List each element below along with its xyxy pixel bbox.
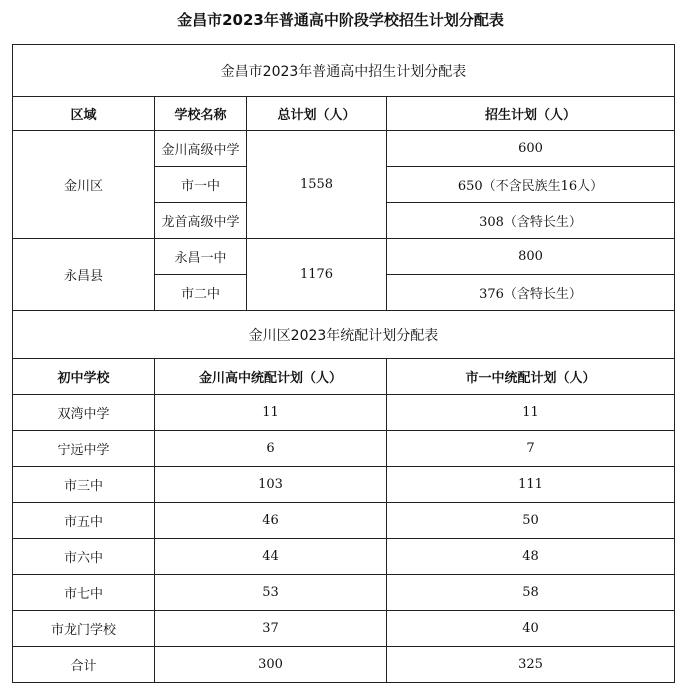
shiyizhong-quota: 50 [387, 503, 675, 539]
table2-title-row [13, 311, 675, 359]
region-total: 1558 [247, 131, 387, 239]
table-row [13, 503, 675, 539]
table-row [13, 539, 675, 575]
school-name: 金川高级中学 [155, 131, 247, 167]
header-school-name: 学校名称 [155, 97, 247, 131]
table-row [13, 239, 675, 275]
school-plan: 650（不含民族生16人） [387, 167, 675, 203]
middle-school-name: 市六中 [13, 539, 155, 575]
table-row [13, 395, 675, 431]
shiyizhong-quota: 111 [387, 467, 675, 503]
jinchuan-quota: 11 [155, 395, 387, 431]
jinchuan-quota: 53 [155, 575, 387, 611]
jinchuan-quota: 6 [155, 431, 387, 467]
enrollment-table [12, 44, 675, 683]
table-row [13, 131, 675, 167]
header-shiyizhong-plan: 市一中统配计划（人） [387, 359, 675, 395]
school-plan: 600 [387, 131, 675, 167]
table2-title: 金川区2023年统配计划分配表 [13, 311, 675, 359]
middle-school-name: 宁远中学 [13, 431, 155, 467]
school-plan: 800 [387, 239, 675, 275]
school-name: 永昌一中 [155, 239, 247, 275]
middle-school-name: 市龙门学校 [13, 611, 155, 647]
region-total: 1176 [247, 239, 387, 311]
header-region: 区域 [13, 97, 155, 131]
header-enroll-plan: 招生计划（人） [387, 97, 675, 131]
region-name: 金川区 [13, 131, 155, 239]
header-jinchuan-plan: 金川高中统配计划（人） [155, 359, 387, 395]
table-row [13, 431, 675, 467]
jinchuan-quota: 46 [155, 503, 387, 539]
table-row [13, 467, 675, 503]
middle-school-name: 市五中 [13, 503, 155, 539]
jinchuan-quota: 103 [155, 467, 387, 503]
jinchuan-quota: 44 [155, 539, 387, 575]
shiyizhong-quota: 7 [387, 431, 675, 467]
header-middle-school: 初中学校 [13, 359, 155, 395]
school-name: 市一中 [155, 167, 247, 203]
school-name: 龙首高级中学 [155, 203, 247, 239]
school-plan: 308（含特长生） [387, 203, 675, 239]
middle-school-name: 市七中 [13, 575, 155, 611]
region-name: 永昌县 [13, 239, 155, 311]
shiyizhong-quota: 40 [387, 611, 675, 647]
table1-header-row [13, 97, 675, 131]
table1-title: 金昌市2023年普通高中招生计划分配表 [13, 45, 675, 97]
middle-school-name: 市三中 [13, 467, 155, 503]
table2-header-row [13, 359, 675, 395]
jinchuan-quota: 37 [155, 611, 387, 647]
total-row [13, 647, 675, 683]
shiyizhong-quota: 11 [387, 395, 675, 431]
shiyizhong-total: 325 [387, 647, 675, 683]
shiyizhong-quota: 48 [387, 539, 675, 575]
table-row [13, 611, 675, 647]
jinchuan-total: 300 [155, 647, 387, 683]
school-plan: 376（含特长生） [387, 275, 675, 311]
shiyizhong-quota: 58 [387, 575, 675, 611]
middle-school-name: 双湾中学 [13, 395, 155, 431]
header-total-plan: 总计划（人） [247, 97, 387, 131]
table1-title-row [13, 45, 675, 97]
school-name: 市二中 [155, 275, 247, 311]
table-row [13, 575, 675, 611]
total-label: 合计 [13, 647, 155, 683]
document-title: 金昌市2023年普通高中阶段学校招生计划分配表 [177, 11, 504, 29]
